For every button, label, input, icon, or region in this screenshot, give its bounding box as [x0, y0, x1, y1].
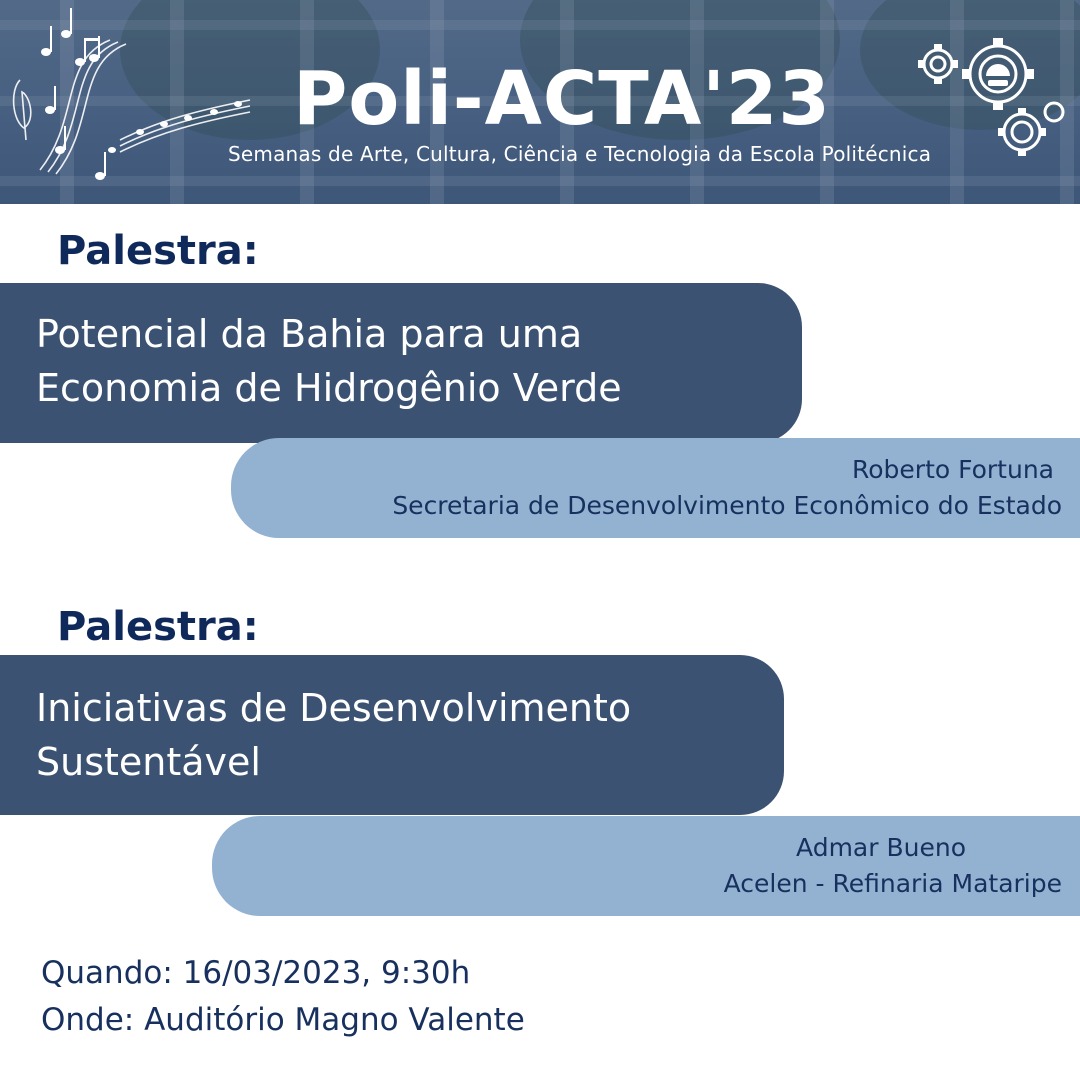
header-banner — [0, 0, 1080, 204]
talk-1-affiliation: Secretaria de Desenvolvimento Econômico do Estado — [392, 491, 1062, 520]
talk-2-affiliation: Acelen - Refinaria Mataripe — [723, 869, 1062, 898]
talk-1-speaker-card — [231, 438, 1080, 538]
talk-1-title — [0, 283, 802, 443]
event-title-wrap — [232, 54, 892, 146]
talk-1-label: Palestra: — [57, 228, 259, 274]
talk-1-speaker: Roberto Fortuna — [852, 455, 1054, 484]
event-when: Quando: 16/03/2023, 9:30h — [41, 955, 471, 991]
talk-2-speaker: Admar Bueno — [796, 833, 966, 862]
talk-2-speaker-card — [212, 816, 1080, 916]
talk-1-title-line-2: Economia de Hidrogênio Verde — [36, 366, 622, 410]
event-title: Poli-ACTA'23 — [293, 56, 831, 142]
talk-1-title-line-1: Potencial da Bahia para uma — [36, 312, 583, 356]
talk-2-title-line-1: Iniciativas de Desenvolvimento — [36, 686, 632, 730]
talk-2-title — [0, 655, 784, 815]
event-where: Onde: Auditório Magno Valente — [41, 1002, 525, 1038]
event-subtitle: Semanas de Arte, Cultura, Ciência e Tecnologia da Escola Politécnica — [228, 142, 932, 166]
music-notes-icon — [0, 0, 260, 200]
talk-2-title-line-2: Sustentável — [36, 740, 261, 784]
talk-2-label: Palestra: — [57, 604, 259, 650]
gears-icon — [912, 36, 1072, 160]
